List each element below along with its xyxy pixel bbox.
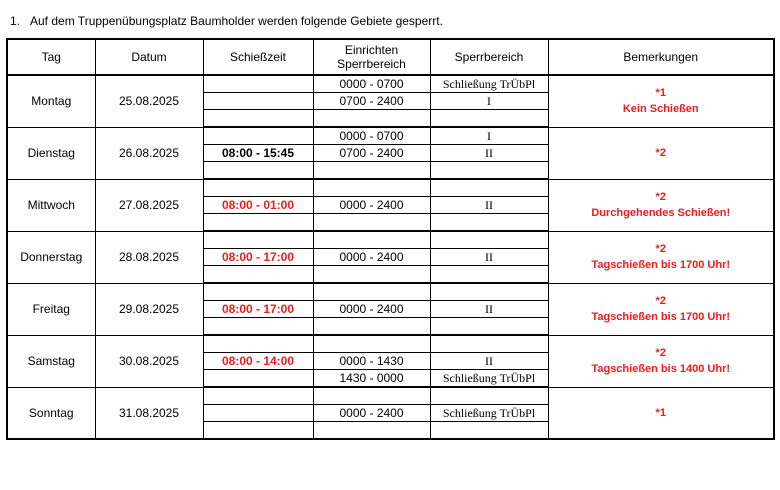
cell-einrichten: 0000 - 1430	[313, 353, 430, 370]
cell-bemerkungen	[548, 75, 774, 127]
cell-bemerkungen	[548, 179, 774, 231]
cell-einrichten	[313, 318, 430, 336]
cell-tag: Sonntag	[7, 387, 95, 439]
cell-einrichten: 0000 - 2400	[313, 301, 430, 318]
header-sperrbereich: Sperrbereich	[430, 39, 548, 75]
cell-sperrbereich	[430, 266, 548, 284]
cell-bemerkungen	[548, 127, 774, 179]
table-row	[7, 335, 774, 353]
cell-bemerkungen	[548, 335, 774, 387]
cell-einrichten	[313, 335, 430, 353]
cell-einrichten	[313, 179, 430, 197]
section-number: 1.	[10, 14, 21, 28]
cell-einrichten	[313, 214, 430, 232]
cell-sperrbereich	[430, 231, 548, 249]
cell-schiesszeit: 08:00 - 15:45	[203, 145, 313, 162]
cell-schiesszeit: 08:00 - 17:00	[203, 249, 313, 266]
cell-schiesszeit: 08:00 - 01:00	[203, 197, 313, 214]
cell-sperrbereich	[430, 283, 548, 301]
section-heading-text: Auf dem Truppenübungsplatz Baumholder werden folgende Gebiete gesperrt.	[30, 14, 443, 28]
cell-einrichten: 0000 - 2400	[313, 197, 430, 214]
cell-sperrbereich: Schließung TrÜbPl	[430, 405, 548, 422]
cell-einrichten: 0700 - 2400	[313, 93, 430, 110]
header-einrichten-sperrbereich	[313, 39, 430, 75]
cell-schiesszeit	[203, 387, 313, 405]
cell-bemerkungen	[548, 283, 774, 335]
cell-schiesszeit	[203, 179, 313, 197]
table-row	[7, 283, 774, 301]
cell-schiesszeit	[203, 422, 313, 440]
cell-einrichten	[313, 422, 430, 440]
table-row	[7, 387, 774, 405]
remark-text: Tagschießen bis 1400 Uhr!	[591, 363, 731, 375]
cell-einrichten: 0000 - 2400	[313, 405, 430, 422]
cell-schiesszeit	[203, 231, 313, 249]
cell-datum: 30.08.2025	[95, 335, 203, 387]
schedule-body	[7, 75, 774, 439]
remark-footnote: *2	[655, 243, 666, 255]
cell-schiesszeit	[203, 162, 313, 180]
remark-footnote: *2	[655, 147, 666, 159]
cell-schiesszeit	[203, 214, 313, 232]
cell-sperrbereich	[430, 422, 548, 440]
cell-datum: 25.08.2025	[95, 75, 203, 127]
cell-sperrbereich	[430, 179, 548, 197]
cell-schiesszeit: 08:00 - 14:00	[203, 353, 313, 370]
section-heading	[10, 14, 443, 28]
cell-sperrbereich: II	[430, 353, 548, 370]
table-row	[7, 127, 774, 145]
cell-schiesszeit: 08:00 - 17:00	[203, 301, 313, 318]
cell-tag: Freitag	[7, 283, 95, 335]
cell-schiesszeit	[203, 93, 313, 110]
table-row	[7, 75, 774, 93]
remark-footnote: *1	[655, 406, 666, 419]
cell-datum: 27.08.2025	[95, 179, 203, 231]
cell-schiesszeit	[203, 127, 313, 145]
header-tag: Tag	[7, 39, 95, 75]
cell-datum: 26.08.2025	[95, 127, 203, 179]
cell-einrichten	[313, 266, 430, 284]
cell-sperrbereich: II	[430, 145, 548, 162]
cell-sperrbereich	[430, 162, 548, 180]
cell-einrichten	[313, 387, 430, 405]
closure-schedule-table	[6, 38, 775, 440]
cell-einrichten: 0000 - 0700	[313, 75, 430, 93]
cell-datum: 31.08.2025	[95, 387, 203, 439]
cell-sperrbereich: Schließung TrÜbPl	[430, 75, 548, 93]
cell-sperrbereich: II	[430, 301, 548, 318]
cell-schiesszeit	[203, 283, 313, 301]
cell-bemerkungen	[548, 231, 774, 283]
cell-tag: Dienstag	[7, 127, 95, 179]
cell-sperrbereich: II	[430, 249, 548, 266]
cell-tag: Mittwoch	[7, 179, 95, 231]
remark-footnote: *2	[655, 295, 666, 307]
cell-sperrbereich	[430, 387, 548, 405]
cell-datum: 28.08.2025	[95, 231, 203, 283]
cell-tag: Donnerstag	[7, 231, 95, 283]
cell-tag: Samstag	[7, 335, 95, 387]
header-einrichten-line1: Einrichten	[344, 43, 399, 57]
table-header-row	[7, 39, 774, 75]
cell-datum: 29.08.2025	[95, 283, 203, 335]
cell-einrichten	[313, 283, 430, 301]
cell-sperrbereich	[430, 335, 548, 353]
header-datum: Datum	[95, 39, 203, 75]
cell-sperrbereich: I	[430, 93, 548, 110]
cell-schiesszeit	[203, 266, 313, 284]
cell-sperrbereich	[430, 318, 548, 336]
cell-schiesszeit	[203, 370, 313, 388]
cell-einrichten: 0000 - 0700	[313, 127, 430, 145]
cell-schiesszeit	[203, 405, 313, 422]
remark-text: Tagschießen bis 1700 Uhr!	[591, 311, 731, 323]
cell-tag: Montag	[7, 75, 95, 127]
remark-text: Durchgehendes Schießen!	[591, 207, 731, 219]
header-einrichten-line2: Sperrbereich	[337, 57, 406, 71]
cell-sperrbereich: I	[430, 127, 548, 145]
cell-einrichten: 0000 - 2400	[313, 249, 430, 266]
remark-text: Kein Schießen	[622, 103, 699, 116]
cell-schiesszeit	[203, 335, 313, 353]
header-bemerkungen: Bemerkungen	[548, 39, 774, 75]
remark-text: Tagschießen bis 1700 Uhr!	[591, 259, 731, 271]
cell-einrichten: 0700 - 2400	[313, 145, 430, 162]
remark-footnote: *2	[655, 191, 666, 203]
cell-bemerkungen	[548, 387, 774, 439]
cell-schiesszeit	[203, 75, 313, 93]
header-schiesszeit: Schießzeit	[203, 39, 313, 75]
cell-schiesszeit	[203, 110, 313, 128]
cell-einrichten	[313, 110, 430, 128]
cell-sperrbereich: II	[430, 197, 548, 214]
cell-sperrbereich	[430, 214, 548, 232]
cell-einrichten	[313, 231, 430, 249]
remark-footnote: *1	[655, 87, 666, 100]
cell-einrichten	[313, 162, 430, 180]
table-row	[7, 179, 774, 197]
cell-einrichten: 1430 - 0000	[313, 370, 430, 388]
remark-footnote: *2	[655, 347, 666, 359]
cell-sperrbereich	[430, 110, 548, 128]
cell-sperrbereich: Schließung TrÜbPl	[430, 370, 548, 388]
table-row	[7, 231, 774, 249]
cell-schiesszeit	[203, 318, 313, 336]
